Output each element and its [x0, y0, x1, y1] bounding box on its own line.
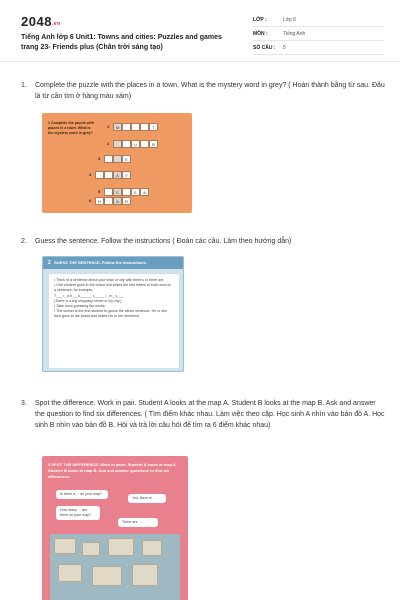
puzzle-cell[interactable]: [104, 155, 113, 163]
meta-key: MÔN :: [253, 30, 268, 37]
map-building: [142, 540, 162, 556]
puzzle-cell[interactable]: [131, 123, 140, 131]
meta-value: 5: [283, 44, 286, 51]
puzzle-cell[interactable]: T: [149, 123, 158, 131]
meta-key: LỚP :: [253, 16, 267, 23]
speech-bubble: Yes, there is.: [128, 494, 166, 503]
puzzle-cell[interactable]: [95, 171, 104, 179]
puzzle-cell[interactable]: H: [95, 197, 104, 205]
instruction-line: • One student goes to the board and writes the first letters of each word in a sentence, for example,: [54, 283, 172, 293]
instruction-line: • Think of a sentence about your town or city with there's or there are.: [54, 278, 165, 282]
puzzle-cell[interactable]: E: [122, 155, 131, 163]
puzzle-cell[interactable]: A: [140, 188, 149, 196]
puzzle-cell[interactable]: [104, 197, 113, 205]
puzzle-instruction: 1 Complete the puzzle with places in a town. What is the mystery word in grey?: [48, 121, 94, 135]
speech-bubble: Is there a ... on your map?: [56, 490, 108, 499]
spot-difference-title: 3 SPOT THE DIFFERENCE. Work in pairs. Student A looks at map A. Student B looks at map B. Ask and answer questions to find six differences.: [48, 462, 177, 479]
puzzle-row-number: 6: [89, 198, 92, 203]
instructions-body: [49, 274, 179, 368]
meta-value: Lớp 6: [283, 16, 297, 23]
speech-bubble: How many ... are there on your map?: [56, 506, 100, 520]
puzzle-cell[interactable]: [104, 188, 113, 196]
puzzle-row-number: 5: [98, 189, 101, 194]
puzzle-cell[interactable]: A: [113, 171, 122, 179]
page-header: [0, 0, 400, 62]
meta-row-count: [253, 41, 383, 55]
meta-row-grade: [253, 13, 383, 27]
puzzle-cell[interactable]: U: [131, 140, 140, 148]
puzzle-cell[interactable]: R: [122, 197, 131, 205]
town-map-illustration: [50, 534, 180, 600]
puzzle-cell[interactable]: [122, 140, 131, 148]
map-building: [92, 566, 122, 586]
site-logo[interactable]: 2048.vn: [21, 14, 61, 29]
map-building: [54, 538, 76, 554]
puzzle-row-number: 4: [89, 172, 92, 177]
puzzle-cell[interactable]: E: [131, 188, 140, 196]
instruction-line: (There is a big shopping centre in my city.): [54, 298, 122, 303]
question-number: 3.: [21, 400, 27, 407]
instruction-line: T___ i_ a h_ _ s______ c_____ i_ m_ c___: [54, 293, 124, 298]
question-text: Guess the sentence. Follow the instructions ( Đoán các câu. Làm theo hướng dẫn): [35, 238, 292, 245]
puzzle-cell[interactable]: [140, 140, 149, 148]
puzzle-cell[interactable]: [122, 123, 131, 131]
puzzle-cell[interactable]: A: [113, 197, 122, 205]
speech-bubble: There are ....: [118, 518, 158, 527]
instructions-card: [42, 256, 184, 372]
puzzle-cell[interactable]: [113, 155, 122, 163]
meta-value: Tiếng Anh: [283, 30, 306, 37]
map-building: [132, 564, 158, 586]
instruction-line: • The winner is the first student to guess the whole sentence. He or she then goes to the board and writes his or her sentence.: [54, 309, 168, 319]
puzzle-cell[interactable]: M: [113, 123, 122, 131]
puzzle-cell[interactable]: Y: [122, 171, 131, 179]
puzzle-row-number: 3: [98, 156, 101, 161]
puzzle-cell[interactable]: [104, 171, 113, 179]
puzzle-cell[interactable]: [140, 123, 149, 131]
puzzle-cell[interactable]: [122, 188, 131, 196]
puzzle-cell[interactable]: R: [149, 140, 158, 148]
puzzle-row-number: 2: [107, 141, 110, 146]
map-building: [82, 542, 100, 556]
instructions-title: 2 GUESS THE SENTENCE. Follow the instructions.: [43, 257, 183, 269]
question-number: 1.: [21, 82, 27, 89]
question-text: Spot the difference. Work in pair. Student A looks at the map A. Student B looks at the map B. Ask and answer the question to find six differences. ( Tìm điểm khác nhau. Làm việc theo cặp. Học sinh A nhìn vào bản đồ A. Học sinh B nhìn vào bản đồ B. Hỏi và trả lời câu hỏi để tìm ra 6 điểm khác nhau): [35, 400, 385, 429]
question-number: 2.: [21, 238, 27, 245]
map-building: [108, 538, 134, 556]
crossword-puzzle: [42, 113, 192, 213]
meta-row-subject: [253, 27, 383, 41]
meta-table: [253, 13, 383, 55]
puzzle-cell[interactable]: C: [113, 188, 122, 196]
question-text: Complete the puzzle with the places in a town. What is the mystery word in grey? ( Hoàn thành bằng từ sau. Đâu là từ cần tìm ở hàng màu xám): [35, 82, 385, 100]
puzzle-cell[interactable]: [113, 140, 122, 148]
instruction-line: • Take turns guessing the words.: [54, 304, 106, 309]
puzzle-row-number: 1: [107, 124, 110, 129]
map-building: [58, 564, 82, 582]
meta-key: SỐ CÂU :: [253, 44, 276, 51]
document-title: Tiếng Anh lớp 6 Unit1: Towns and cities: Puzzles and games trang 23- Friends plus (Chân trời sáng tạo): [21, 34, 222, 51]
